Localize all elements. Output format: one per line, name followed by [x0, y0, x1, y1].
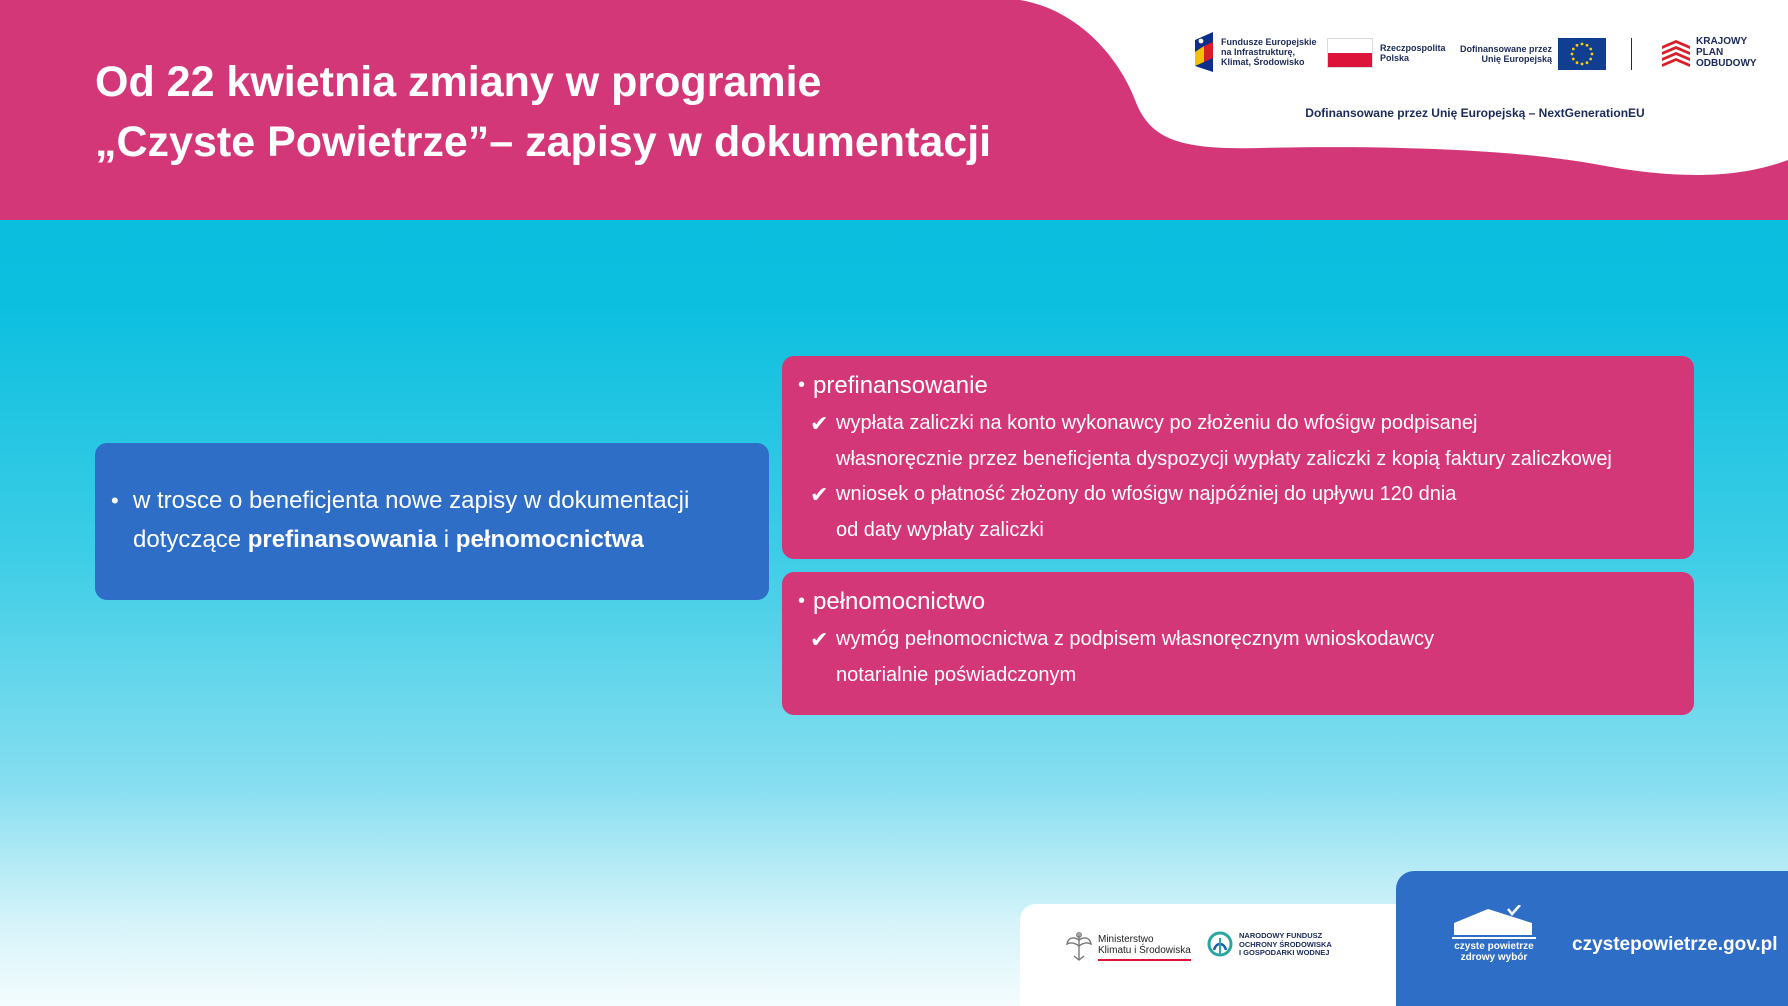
check-icon: ✔: [810, 482, 829, 507]
bullet-icon: •: [111, 488, 119, 513]
bullet-icon: •: [798, 374, 806, 396]
ministry-logo: [1065, 930, 1191, 964]
kpo-stripes-icon: [1662, 38, 1690, 68]
cp-logo-line: czyste powietrze: [1454, 941, 1534, 952]
house-roof-icon: [1452, 905, 1534, 937]
title-line-1: Od 22 kwietnia zmiany w programie: [95, 58, 822, 106]
intro-bold-pelnomocnictwa: pełnomocnictwa: [455, 526, 644, 553]
list-item-line: od daty wypłaty zaliczki: [836, 519, 1044, 541]
ministry-logo-line: Ministerstwo: [1098, 933, 1154, 945]
eagle-emblem-icon: [1065, 930, 1093, 964]
prefinancing-heading-text: prefinansowanie: [813, 372, 988, 399]
kpo-logo-line: ODBUDOWY: [1696, 58, 1757, 69]
pl-logo: [1327, 38, 1446, 68]
intro-line-2: [133, 520, 729, 559]
list-item-line: wymóg pełnomocnictwa z podpisem własnoręcznym wnioskodawcy: [836, 628, 1435, 650]
kpo-logo: [1662, 36, 1757, 69]
nfosigw-logo: [1206, 930, 1332, 960]
eu-flag-icon: [1558, 38, 1606, 70]
pl-logo-line: Polska: [1380, 53, 1410, 63]
funding-note: Dofinansowane przez Unię Europejską – NextGenerationEU: [1305, 106, 1645, 120]
list-item-line: wniosek o płatność złożony do wfośigw najpóźniej do upływu 120 dnia: [836, 483, 1457, 505]
ministry-logo-line: Klimatu i Środowiska: [1098, 944, 1191, 956]
fe-logo-line: Fundusze Europejskie: [1221, 37, 1317, 47]
intro-line-1: w trosce o beneficjenta nowe zapisy w dokumentacji: [133, 487, 690, 514]
power-of-attorney-heading: [798, 586, 985, 619]
intro-prefix: dotyczące: [133, 526, 248, 553]
list-item: [810, 621, 1670, 693]
cp-logo-line: zdrowy wybór: [1460, 952, 1528, 963]
fe-logo-line: Klimat, Środowisko: [1221, 57, 1305, 67]
kpo-logo-line: KRAJOWY: [1696, 36, 1748, 47]
kpo-logo-line: PLAN: [1696, 47, 1724, 58]
bullet-icon: •: [798, 590, 806, 612]
nfosigw-emblem-icon: [1206, 930, 1234, 960]
fe-stars-icon: [1193, 32, 1215, 72]
page-title: [95, 52, 1075, 172]
power-of-attorney-heading-text: pełnomocnictwo: [813, 588, 986, 615]
ue-logo-line: Unię Europejską: [1481, 54, 1553, 64]
ue-logo: [1460, 38, 1606, 70]
title-line-2: „Czyste Powietrze”– zapisy w dokumentacji: [95, 118, 992, 166]
prefinancing-box: [782, 356, 1694, 559]
nfosigw-logo-line: NARODOWY FUNDUSZ: [1239, 931, 1323, 941]
intro-bold-prefinansowania: prefinansowania: [247, 526, 438, 553]
ue-logo-line: Dofinansowane przez: [1460, 44, 1553, 54]
logo-divider: [1631, 38, 1632, 70]
list-item: [810, 476, 1670, 548]
list-item-line: własnoręcznie przez beneficjenta dyspozycji wypłaty zaliczki z kopią faktury zaliczkowej: [836, 448, 1612, 470]
website-link[interactable]: czystepowietrze.gov.pl: [1572, 934, 1778, 955]
prefinancing-heading: [798, 370, 988, 403]
list-item-line: notarialnie poświadczonym: [836, 664, 1077, 686]
check-icon: ✔: [810, 627, 829, 652]
fe-logo-line: na Infrastrukturę,: [1221, 47, 1296, 57]
intro-connector: i: [437, 526, 456, 553]
intro-box: [95, 443, 769, 600]
czyste-powietrze-logo: [1452, 905, 1536, 963]
pl-logo-line: Rzeczpospolita: [1380, 43, 1446, 53]
list-item: [810, 405, 1670, 477]
nfosigw-logo-line: I GOSPODARKI WODNEJ: [1239, 948, 1330, 958]
fe-logo: [1193, 32, 1317, 72]
list-item-line: wypłata zaliczki na konto wykonawcy po złożeniu do wfośigw podpisanej: [836, 412, 1478, 434]
check-icon: ✔: [810, 411, 829, 436]
polish-flag-icon: [1327, 38, 1373, 68]
nfosigw-logo-line: OCHRONY ŚRODOWISKA: [1239, 939, 1332, 949]
power-of-attorney-box: [782, 572, 1694, 715]
